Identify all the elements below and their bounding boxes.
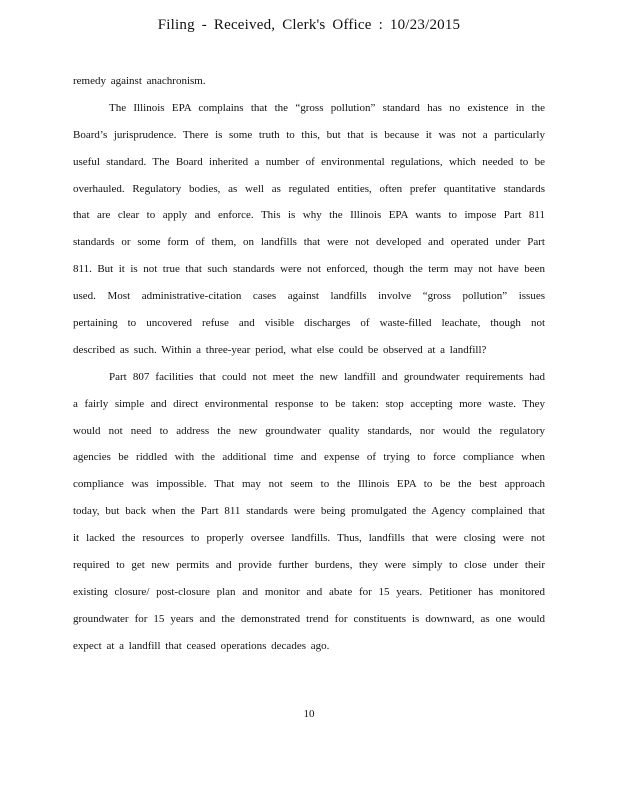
filing-received-header: Filing - Received, Clerk's Office : 10/23/2015 [157,17,461,33]
paragraph-2-line-8: used. Most administrative-citation cases against landfills involve “gross pollution” issues [73,290,545,303]
paragraph-3-line-11: expect at a landfill that ceased operations decades ago. [73,639,330,652]
paragraph-3-line-6: today, but back when the Part 811 standards were being promulgated the Agency complained that [73,505,545,518]
paragraph-3-line-3: would not need to address the new groundwater quality standards, nor would the regulatory [73,424,545,437]
paragraph-3-line-1: Part 807 facilities that could not meet the new landfill and groundwater requirements had [109,370,545,383]
paragraph-2-line-3: useful standard. The Board inherited a number of environmental regulations, which needed to be [73,155,545,168]
paragraph-2-line-5: that are clear to apply and enforce. This is why the Illinois EPA wants to impose Part 811 [73,209,545,222]
page-number: 10 [303,708,315,720]
paragraph-3-line-10: groundwater for 15 years and the demonstrated trend for constituents is downward, as one would [73,612,545,625]
paragraph-3-line-2: a fairly simple and direct environmental response to be taken: stop accepting more waste. They [73,397,545,410]
paragraph-2-line-6: standards or some form of them, on landfills that were not developed and operated under Part [73,236,545,249]
document-body [73,68,545,660]
paragraph-2-line-7: 811. But it is not true that such standards were not enforced, though the term may not have been [73,263,545,276]
paragraph-3-line-9: existing closure/ post-closure plan and monitor and abate for 15 years. Petitioner has monitored [73,585,545,598]
paragraph-2-line-9: pertaining to uncovered refuse and visible discharges of waste-filled leachate, though not [73,317,545,330]
paragraph-1-line-1: remedy against anachronism. [73,75,206,87]
paragraph-3-line-5: compliance was impossible. That may not seem to the Illinois EPA to be the best approach [73,478,545,491]
paragraph-3-line-7: it lacked the resources to properly oversee landfills. Thus, landfills that were closing were not [73,532,545,545]
paragraph-2-line-1: The Illinois EPA complains that the “gross pollution” standard has no existence in the [109,101,545,114]
paragraph-3-line-8: required to get new permits and provide further burdens, they were simply to close under their [73,559,545,572]
paragraph-3-line-4: agencies be riddled with the additional time and expense of trying to force compliance when [73,451,545,464]
paragraph-2-line-10: described as such. Within a three-year period, what else could be observed at a landfill? [73,343,487,356]
paragraph-2-line-2: Board’s jurisprudence. There is some truth to this, but that is because it was not a particularly [73,128,545,141]
paragraph-2-line-4: overhauled. Regulatory bodies, as well as regulated entities, often prefer quantitative standards [73,182,545,195]
